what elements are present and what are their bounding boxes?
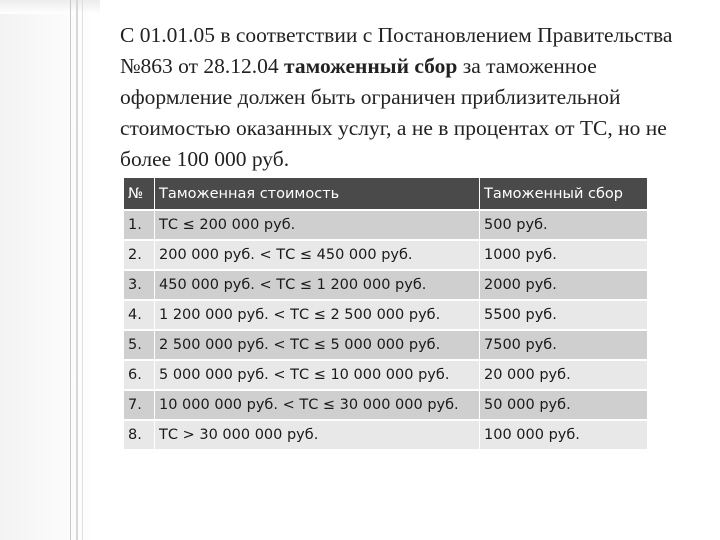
slide-paragraph xyxy=(120,20,700,175)
table-row xyxy=(124,301,647,331)
row-customs-value: 200 000 руб. < ТС ≤ 450 000 руб. xyxy=(154,241,479,271)
row-customs-value: 10 000 000 руб. < ТС ≤ 30 000 000 руб. xyxy=(154,391,479,421)
table-row xyxy=(124,211,647,241)
row-customs-fee: 7500 руб. xyxy=(479,331,647,361)
paragraph-text-end: за таможенное оформление должен быть ограничен приблизительной стоимостью оказанных услуг, а не в процентах от ТС, но не более 100 000 руб. xyxy=(120,54,667,171)
table-row xyxy=(124,241,647,271)
header-customs-value: Таможенная стоимость xyxy=(154,178,479,211)
customs-fee-table xyxy=(124,178,647,451)
row-number: 6. xyxy=(124,361,154,391)
row-number: 5. xyxy=(124,331,154,361)
row-number: 2. xyxy=(124,241,154,271)
table-row xyxy=(124,391,647,421)
row-customs-value: 2 500 000 руб. < ТС ≤ 5 000 000 руб. xyxy=(154,331,479,361)
paragraph-bold-term: таможенный сбор xyxy=(284,54,458,78)
row-customs-value: 5 000 000 руб. < ТС ≤ 10 000 000 руб. xyxy=(154,361,479,391)
row-customs-fee: 2000 руб. xyxy=(479,271,647,301)
row-customs-fee: 20 000 руб. xyxy=(479,361,647,391)
table-row xyxy=(124,421,647,451)
frame-line xyxy=(70,0,71,540)
row-number: 4. xyxy=(124,301,154,331)
row-customs-fee: 5500 руб. xyxy=(479,301,647,331)
frame-line xyxy=(76,0,78,540)
row-customs-value: 450 000 руб. < ТС ≤ 1 200 000 руб. xyxy=(154,271,479,301)
table-header-row xyxy=(124,178,647,211)
row-customs-fee: 50 000 руб. xyxy=(479,391,647,421)
row-customs-fee: 1000 руб. xyxy=(479,241,647,271)
row-number: 3. xyxy=(124,271,154,301)
table-row xyxy=(124,331,647,361)
row-customs-value: 1 200 000 руб. < ТС ≤ 2 500 000 руб. xyxy=(154,301,479,331)
slide-frame-left xyxy=(0,0,94,540)
paragraph-text-start: С 01.01.05 в соответствии с Постановлением Правительства №863 от 28.12.04 xyxy=(120,23,673,78)
slide-frame-top xyxy=(0,0,100,14)
header-number: № xyxy=(124,178,154,211)
header-customs-fee: Таможенный сбор xyxy=(479,178,647,211)
row-customs-value: ТС > 30 000 000 руб. xyxy=(154,421,479,451)
row-customs-fee: 500 руб. xyxy=(479,211,647,241)
table-row xyxy=(124,271,647,301)
frame-line xyxy=(82,0,83,540)
row-number: 1. xyxy=(124,211,154,241)
table-row xyxy=(124,361,647,391)
row-number: 7. xyxy=(124,391,154,421)
row-number: 8. xyxy=(124,421,154,451)
row-customs-fee: 100 000 руб. xyxy=(479,421,647,451)
row-customs-value: ТС ≤ 200 000 руб. xyxy=(154,211,479,241)
